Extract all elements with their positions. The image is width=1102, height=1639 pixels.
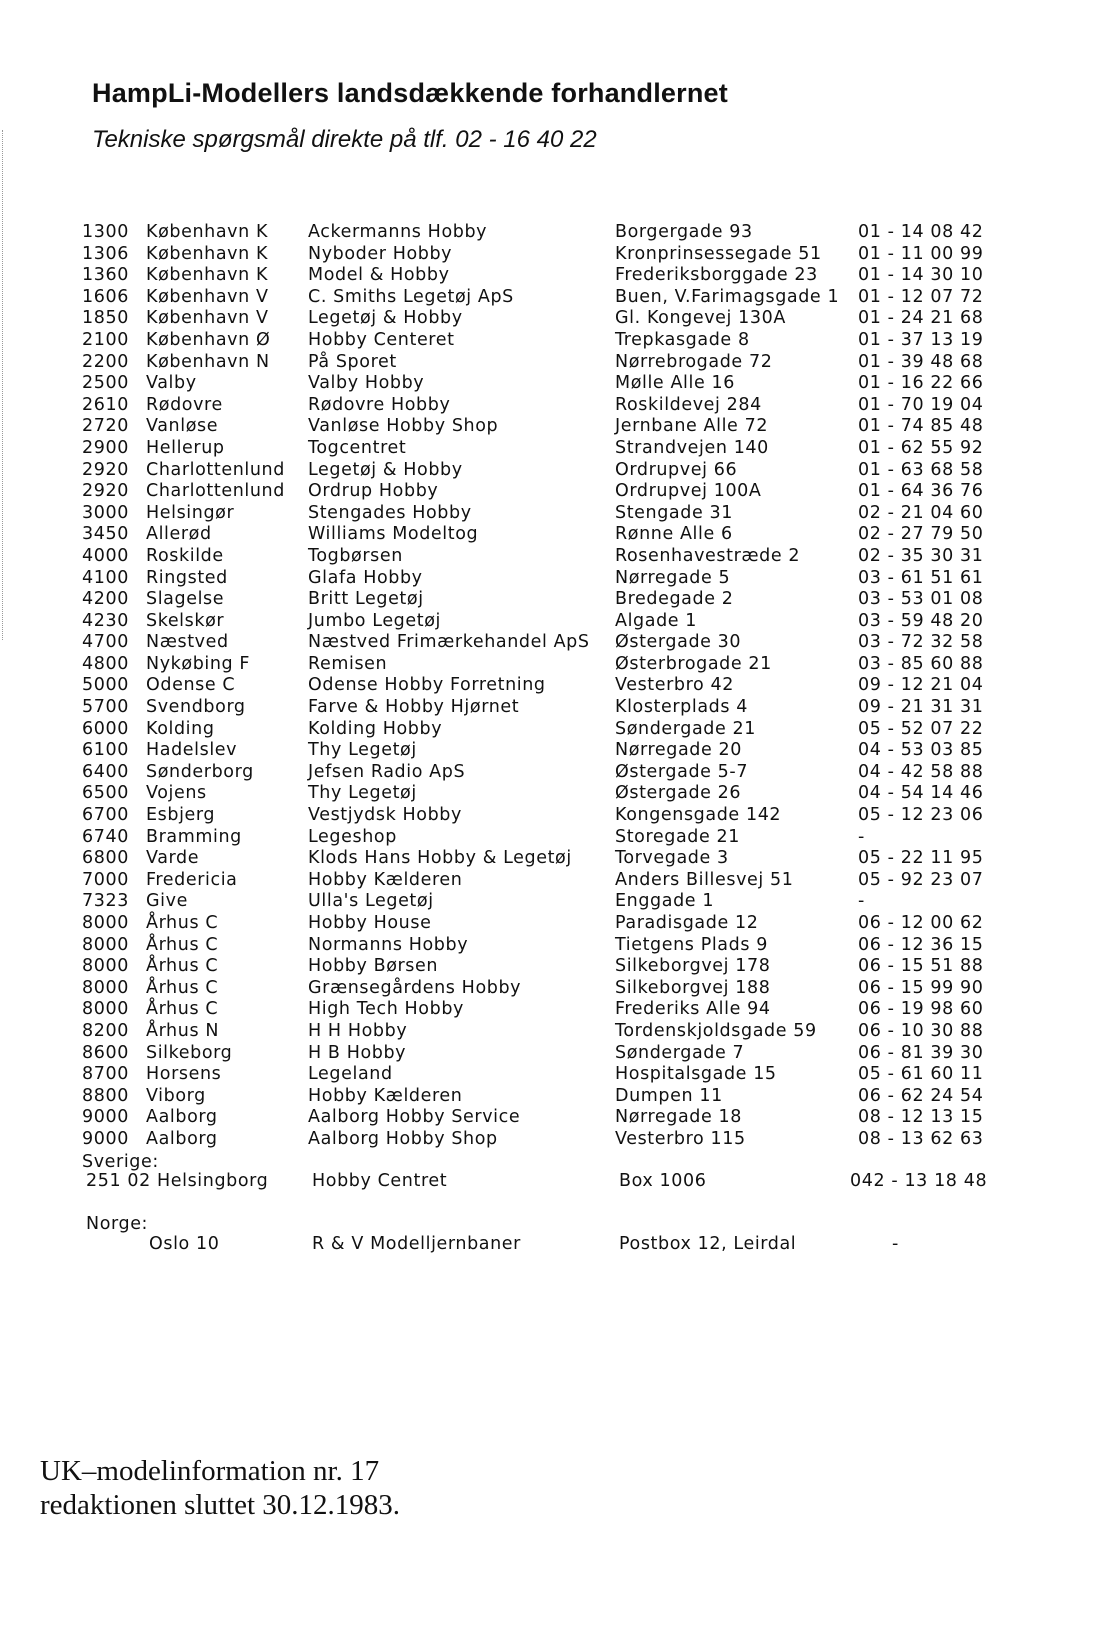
dealer-phone: 04 - 42 58 88 <box>858 761 984 782</box>
dealer-address: Storegade 21 <box>615 826 740 847</box>
dealer-address: Gl. Kongevej 130A <box>615 308 786 329</box>
dealer-shop: Legeland <box>308 1064 393 1085</box>
dealer-zip: 5700 <box>82 697 129 718</box>
dealer-city: Vojens <box>146 783 207 804</box>
dealer-row <box>82 373 1042 395</box>
dealer-zip: 2610 <box>82 394 129 415</box>
dealer-shop: Togbørsen <box>308 545 403 566</box>
dealer-zip: 6800 <box>82 848 129 869</box>
dealer-city: København N <box>146 351 270 372</box>
dealer-city: Kolding <box>146 718 215 739</box>
dealer-shop: Remisen <box>308 653 388 674</box>
dealer-zip: 8000 <box>82 934 129 955</box>
dealer-address: Østergade 30 <box>615 632 742 653</box>
norway-city: Oslo 10 <box>149 1234 220 1254</box>
dealer-address: Frederiks Alle 94 <box>615 999 771 1020</box>
dealer-city: Valby <box>146 373 197 394</box>
dealer-row <box>82 978 1042 1000</box>
dealer-city: Ringsted <box>146 567 228 588</box>
footer <box>40 1454 400 1522</box>
dealer-row <box>82 805 1042 827</box>
dealer-phone: 01 - 12 07 72 <box>858 286 984 307</box>
dealer-zip: 5000 <box>82 675 129 696</box>
page-subtitle: Tekniske spørgsmål direkte på tlf. 02 - 16 40 22 <box>92 126 597 153</box>
dealer-address: Nørregade 5 <box>615 567 731 588</box>
dealer-phone: 01 - 16 22 66 <box>858 373 984 394</box>
dealer-zip: 2500 <box>82 373 129 394</box>
dealer-city: København K <box>146 265 269 286</box>
dealer-row <box>82 1107 1042 1129</box>
dealer-row <box>82 740 1042 762</box>
dealer-shop: Legetøj & Hobby <box>308 308 463 329</box>
dealer-shop: Ulla's Legetøj <box>308 891 434 912</box>
dealer-row <box>82 438 1042 460</box>
dealer-row <box>82 524 1042 546</box>
dealer-phone: 01 - 37 13 19 <box>858 329 984 350</box>
dealer-row <box>82 1064 1042 1086</box>
dealer-phone: - <box>858 891 865 912</box>
dealer-shop: Thy Legetøj <box>308 783 417 804</box>
dealer-shop: Jefsen Radio ApS <box>308 761 466 782</box>
dealer-row <box>82 244 1042 266</box>
norway-label: Norge: <box>86 1214 149 1234</box>
dealer-row <box>82 395 1042 417</box>
dealer-address: Enggade 1 <box>615 891 715 912</box>
dealer-zip: 8200 <box>82 1020 129 1041</box>
dealer-row <box>82 697 1042 719</box>
dealer-address: Buen, V.Farimagsgade 1 <box>615 286 840 307</box>
dealer-city: Vanløse <box>146 416 219 437</box>
dealer-zip: 7323 <box>82 891 129 912</box>
dealer-row <box>82 913 1042 935</box>
dealer-address: Silkeborgvej 188 <box>615 977 771 998</box>
scan-margin-marks <box>2 130 5 640</box>
dealer-row <box>82 546 1042 568</box>
dealer-phone: 06 - 15 99 90 <box>858 977 984 998</box>
dealer-address: Kronprinsessegade 51 <box>615 243 822 264</box>
dealer-address: Søndergade 7 <box>615 1042 745 1063</box>
footer-issue: UK–modelinformation nr. 17 <box>40 1455 380 1487</box>
dealer-row <box>82 265 1042 287</box>
dealer-shop: C. Smiths Legetøj ApS <box>308 286 514 307</box>
dealer-phone: 06 - 15 51 88 <box>858 956 984 977</box>
dealer-city: Aalborg <box>146 1107 218 1128</box>
dealer-address: Østerbrogade 21 <box>615 653 772 674</box>
dealer-address: Østergade 26 <box>615 783 742 804</box>
dealer-zip: 4200 <box>82 589 129 610</box>
dealer-city: Silkeborg <box>146 1042 233 1063</box>
dealer-shop: Klods Hans Hobby & Legetøj <box>308 848 572 869</box>
dealer-zip: 2720 <box>82 416 129 437</box>
dealer-city: Roskilde <box>146 545 224 566</box>
dealer-city: Bramming <box>146 826 242 847</box>
dealer-shop: På Sporet <box>308 351 397 372</box>
dealer-shop: Nyboder Hobby <box>308 243 453 264</box>
dealer-city: Allerød <box>146 524 212 545</box>
dealer-phone: 05 - 61 60 11 <box>858 1064 984 1085</box>
dealer-row <box>82 416 1042 438</box>
dealer-row <box>82 654 1042 676</box>
dealer-row <box>82 632 1042 654</box>
dealer-address: Rosenhavestræde 2 <box>615 545 801 566</box>
dealer-shop: Valby Hobby <box>308 373 425 394</box>
dealer-city: København K <box>146 243 269 264</box>
dealer-zip: 3000 <box>82 502 129 523</box>
dealer-address: Tordenskjoldsgade 59 <box>615 1020 817 1041</box>
dealer-address: Nørregade 18 <box>615 1107 742 1128</box>
dealer-zip: 3450 <box>82 524 129 545</box>
dealer-row <box>82 891 1042 913</box>
dealer-row <box>82 1086 1042 1108</box>
sweden-row <box>82 1171 1042 1193</box>
dealer-shop: Stengades Hobby <box>308 502 472 523</box>
dealer-zip: 6740 <box>82 826 129 847</box>
dealer-phone: 03 - 59 48 20 <box>858 610 984 631</box>
dealer-address: Kongensgade 142 <box>615 805 782 826</box>
dealer-zip: 4700 <box>82 632 129 653</box>
dealer-phone: 05 - 12 23 06 <box>858 805 984 826</box>
dealer-address: Klosterplads 4 <box>615 697 749 718</box>
dealer-shop: Ackermanns Hobby <box>308 222 488 242</box>
dealer-phone: 09 - 12 21 04 <box>858 675 984 696</box>
dealer-phone: 01 - 63 68 58 <box>858 459 984 480</box>
dealer-phone: 06 - 10 30 88 <box>858 1020 984 1041</box>
dealer-row <box>82 999 1042 1021</box>
norway-row <box>82 1234 1042 1256</box>
dealer-zip: 2900 <box>82 437 129 458</box>
dealer-city: Århus N <box>146 1020 220 1041</box>
dealer-row <box>82 481 1042 503</box>
dealer-city: Charlottenlund <box>146 481 285 502</box>
dealer-address: Bredegade 2 <box>615 589 734 610</box>
dealer-shop: Rødovre Hobby <box>308 394 451 415</box>
dealer-shop: Glafa Hobby <box>308 567 423 588</box>
dealer-row <box>82 568 1042 590</box>
dealer-shop: Model & Hobby <box>308 265 450 286</box>
dealer-phone: 01 - 39 48 68 <box>858 351 984 372</box>
dealer-address: Roskildevej 284 <box>615 394 762 415</box>
dealer-row <box>82 956 1042 978</box>
dealer-zip: 8800 <box>82 1085 129 1106</box>
dealer-phone: 06 - 81 39 30 <box>858 1042 984 1063</box>
dealer-city: Helsingør <box>146 502 235 523</box>
sweden-zip-city: 251 02 Helsingborg <box>86 1171 269 1191</box>
dealer-phone: 01 - 62 55 92 <box>858 437 984 458</box>
dealer-city: Aalborg <box>146 1128 218 1149</box>
dealer-row <box>82 1129 1042 1151</box>
sweden-phone: 042 - 13 18 48 <box>850 1171 988 1191</box>
dealer-zip: 9000 <box>82 1128 129 1149</box>
dealer-address: Trepkasgade 8 <box>615 329 750 350</box>
dealer-address: Mølle Alle 16 <box>615 373 735 394</box>
sweden-label: Sverige: <box>82 1152 159 1172</box>
dealer-row <box>82 848 1042 870</box>
dealer-address: Nørregade 20 <box>615 740 742 761</box>
dealer-zip: 8000 <box>82 999 129 1020</box>
dealer-phone: - <box>858 826 865 847</box>
dealer-phone: 06 - 12 36 15 <box>858 934 984 955</box>
dealer-city: København V <box>146 286 269 307</box>
dealer-shop: Vestjydsk Hobby <box>308 805 462 826</box>
dealer-row <box>82 308 1042 330</box>
dealer-city: København Ø <box>146 329 271 350</box>
dealer-city: Næstved <box>146 632 229 653</box>
sweden-shop: Hobby Centret <box>312 1171 448 1191</box>
dealer-row <box>82 675 1042 697</box>
dealer-zip: 6400 <box>82 761 129 782</box>
dealer-address: Torvegade 3 <box>615 848 729 869</box>
dealer-phone: 04 - 54 14 46 <box>858 783 984 804</box>
dealer-row <box>82 611 1042 633</box>
dealer-row <box>82 762 1042 784</box>
dealer-phone: 02 - 35 30 31 <box>858 545 984 566</box>
dealer-city: Nykøbing F <box>146 653 251 674</box>
norway-phone: - <box>892 1234 899 1254</box>
dealer-address: Anders Billesvej 51 <box>615 869 794 890</box>
dealer-address: Frederiksborggade 23 <box>615 265 818 286</box>
dealer-shop: Farve & Hobby Hjørnet <box>308 697 520 718</box>
dealer-zip: 1306 <box>82 243 129 264</box>
dealer-city: Skelskør <box>146 610 225 631</box>
dealer-city: Århus C <box>146 913 219 933</box>
dealer-zip: 1300 <box>82 222 129 242</box>
dealer-address: Jernbane Alle 72 <box>615 416 769 437</box>
dealer-shop: Normanns Hobby <box>308 934 469 955</box>
dealer-shop: Hobby Kælderen <box>308 1085 463 1106</box>
dealer-address: Rønne Alle 6 <box>615 524 733 545</box>
dealer-row <box>82 1021 1042 1043</box>
dealer-address: Borgergade 93 <box>615 222 753 242</box>
dealer-phone: 01 - 14 08 42 <box>858 222 984 242</box>
dealer-zip: 8000 <box>82 956 129 977</box>
dealer-address: Nørrebrogade 72 <box>615 351 773 372</box>
dealer-phone: 08 - 12 13 15 <box>858 1107 984 1128</box>
dealer-city: Viborg <box>146 1085 206 1106</box>
dealer-city: Horsens <box>146 1064 222 1085</box>
dealer-row <box>82 503 1042 525</box>
dealer-shop: Kolding Hobby <box>308 718 443 739</box>
dealer-shop: Hobby House <box>308 913 432 933</box>
dealer-shop: Hobby Kælderen <box>308 869 463 890</box>
dealer-row <box>82 330 1042 352</box>
dealer-city: Århus C <box>146 977 219 998</box>
dealer-row <box>82 783 1042 805</box>
dealer-phone: 02 - 27 79 50 <box>858 524 984 545</box>
footer-closing-date: redaktionen sluttet 30.12.1983. <box>40 1489 401 1521</box>
dealer-phone: 01 - 11 00 99 <box>858 243 984 264</box>
dealer-phone: 01 - 74 85 48 <box>858 416 984 437</box>
dealer-shop: Jumbo Legetøj <box>308 610 441 631</box>
dealer-address: Vesterbro 42 <box>615 675 734 696</box>
dealer-shop: Næstved Frimærkehandel ApS <box>308 632 590 653</box>
dealer-row <box>82 870 1042 892</box>
dealer-zip: 4000 <box>82 545 129 566</box>
page-title: HampLi-Modellers landsdækkende forhandlernet <box>92 78 728 108</box>
dealer-row <box>82 589 1042 611</box>
norway-shop: R & V Modelljernbaner <box>312 1234 521 1254</box>
dealer-phone: 03 - 72 32 58 <box>858 632 984 653</box>
dealer-zip: 2100 <box>82 329 129 350</box>
dealer-phone: 01 - 14 30 10 <box>858 265 984 286</box>
dealer-shop: Grænsegårdens Hobby <box>308 977 522 998</box>
dealer-address: Dumpen 11 <box>615 1085 723 1106</box>
dealer-city: Hellerup <box>146 437 225 458</box>
dealer-zip: 9000 <box>82 1107 129 1128</box>
dealer-address: Strandvejen 140 <box>615 437 769 458</box>
dealer-phone: 02 - 21 04 60 <box>858 502 984 523</box>
dealer-phone: 06 - 19 98 60 <box>858 999 984 1020</box>
dealer-phone: 01 - 64 36 76 <box>858 481 984 502</box>
dealer-address: Søndergade 21 <box>615 718 757 739</box>
dealer-city: Rødovre <box>146 394 223 415</box>
dealer-shop: Togcentret <box>308 437 407 458</box>
dealer-city: Varde <box>146 848 200 869</box>
dealer-shop: Thy Legetøj <box>308 740 417 761</box>
dealer-address: Stengade 31 <box>615 502 733 523</box>
dealer-zip: 6100 <box>82 740 129 761</box>
dealer-row <box>82 935 1042 957</box>
dealer-city: Århus C <box>146 999 219 1020</box>
dealer-phone: 03 - 61 51 61 <box>858 567 984 588</box>
dealer-row <box>82 222 1042 244</box>
dealer-list <box>82 222 1042 1151</box>
dealer-phone: 06 - 12 00 62 <box>858 913 984 933</box>
dealer-city: Århus C <box>146 956 219 977</box>
dealer-zip: 8700 <box>82 1064 129 1085</box>
dealer-zip: 8000 <box>82 913 129 933</box>
dealer-phone: 06 - 62 24 54 <box>858 1085 984 1106</box>
dealer-shop: Hobby Børsen <box>308 956 439 977</box>
dealer-phone: 03 - 53 01 08 <box>858 589 984 610</box>
dealer-shop: Ordrup Hobby <box>308 481 439 502</box>
dealer-row <box>82 460 1042 482</box>
dealer-zip: 6700 <box>82 805 129 826</box>
dealer-city: København V <box>146 308 269 329</box>
dealer-phone: 01 - 70 19 04 <box>858 394 984 415</box>
dealer-shop: Britt Legetøj <box>308 589 424 610</box>
dealer-zip: 4800 <box>82 653 129 674</box>
dealer-zip: 1360 <box>82 265 129 286</box>
dealer-row <box>82 352 1042 374</box>
dealer-address: Hospitalsgade 15 <box>615 1064 777 1085</box>
dealer-phone: 05 - 92 23 07 <box>858 869 984 890</box>
dealer-address: Vesterbro 115 <box>615 1128 746 1149</box>
dealer-shop: High Tech Hobby <box>308 999 464 1020</box>
dealer-phone: 09 - 21 31 31 <box>858 697 984 718</box>
dealer-zip: 2920 <box>82 481 129 502</box>
dealer-zip: 6500 <box>82 783 129 804</box>
dealer-address: Ordrupvej 100A <box>615 481 762 502</box>
dealer-row <box>82 719 1042 741</box>
dealer-city: Give <box>146 891 188 912</box>
dealer-city: Svendborg <box>146 697 246 718</box>
dealer-shop: Aalborg Hobby Shop <box>308 1128 498 1149</box>
dealer-city: Fredericia <box>146 869 238 890</box>
dealer-shop: Legetøj & Hobby <box>308 459 463 480</box>
dealer-zip: 2920 <box>82 459 129 480</box>
dealer-shop: H B Hobby <box>308 1042 407 1063</box>
dealer-shop: H H Hobby <box>308 1020 408 1041</box>
dealer-address: Ordrupvej 66 <box>615 459 738 480</box>
dealer-shop: Williams Modeltog <box>308 524 479 545</box>
dealer-city: Esbjerg <box>146 805 216 826</box>
dealer-phone: 05 - 22 11 95 <box>858 848 984 869</box>
dealer-zip: 4100 <box>82 567 129 588</box>
dealer-zip: 6000 <box>82 718 129 739</box>
dealer-address: Algade 1 <box>615 610 698 631</box>
dealer-phone: 03 - 85 60 88 <box>858 653 984 674</box>
dealer-address: Silkeborgvej 178 <box>615 956 771 977</box>
dealer-city: Sønderborg <box>146 761 254 782</box>
dealer-city: Hadelslev <box>146 740 238 761</box>
dealer-row <box>82 827 1042 849</box>
dealer-city: Slagelse <box>146 589 225 610</box>
dealer-city: Charlottenlund <box>146 459 285 480</box>
dealer-shop: Odense Hobby Forretning <box>308 675 546 696</box>
sweden-address: Box 1006 <box>619 1171 707 1191</box>
dealer-row <box>82 1043 1042 1065</box>
dealer-phone: 05 - 52 07 22 <box>858 718 984 739</box>
dealer-address: Østergade 5-7 <box>615 761 749 782</box>
dealer-phone: 04 - 53 03 85 <box>858 740 984 761</box>
dealer-phone: 08 - 13 62 63 <box>858 1128 984 1149</box>
dealer-shop: Vanløse Hobby Shop <box>308 416 499 437</box>
dealer-city: Odense C <box>146 675 236 696</box>
dealer-city: Århus C <box>146 934 219 955</box>
dealer-zip: 1850 <box>82 308 129 329</box>
dealer-address: Paradisgade 12 <box>615 913 759 933</box>
dealer-city: København K <box>146 222 269 242</box>
norway-address: Postbox 12, Leirdal <box>619 1234 797 1254</box>
dealer-shop: Hobby Centeret <box>308 329 455 350</box>
dealer-zip: 8600 <box>82 1042 129 1063</box>
dealer-zip: 1606 <box>82 286 129 307</box>
dealer-zip: 2200 <box>82 351 129 372</box>
dealer-zip: 7000 <box>82 869 129 890</box>
dealer-zip: 8000 <box>82 977 129 998</box>
dealer-shop: Legeshop <box>308 826 397 847</box>
dealer-phone: 01 - 24 21 68 <box>858 308 984 329</box>
dealer-address: Tietgens Plads 9 <box>615 934 768 955</box>
dealer-row <box>82 287 1042 309</box>
dealer-shop: Aalborg Hobby Service <box>308 1107 521 1128</box>
dealer-zip: 4230 <box>82 610 129 631</box>
